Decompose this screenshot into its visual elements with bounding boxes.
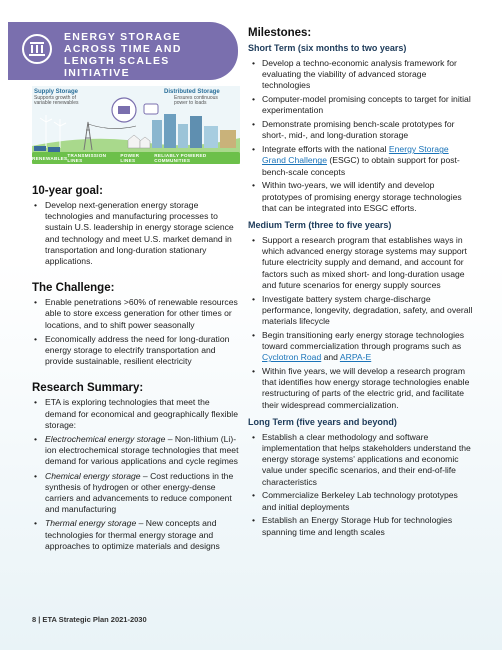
list-item: • Develop next-generation energy storage technologies and manufacturing processes to sustain U.S. leadership in energy storage science and technology and meet U.S. market demand in transportation and long-duration stationary applications. [32, 200, 240, 267]
medium-term-list [248, 235, 474, 411]
illus-distributed-sub1: Ensures continuous [174, 95, 218, 101]
list-item: • ETA is exploring technologies that meet the demand for economical and geographically flexible storage: [32, 397, 240, 431]
arpa-e-link[interactable]: ARPA-E [339, 352, 372, 363]
list-item: • Economically address the need for long-duration energy storage to electrify transportation and provide sustainable, resilient electricity [32, 334, 240, 368]
strip-renewables: RENEWABLES [32, 155, 68, 161]
research-text: – New concepts and technologies for thermal energy storage and approaches to optimize materials and designs [45, 518, 220, 551]
milestones-heading: Milestones: [248, 27, 312, 39]
medium-b3-pre: Begin transitioning early energy storage technologies toward commercialization through programs such as [262, 329, 465, 352]
illus-legend-strip [32, 152, 240, 164]
list-item [32, 471, 240, 516]
research-text: – Non-lithium (Li)-ion electrochemical storage technologies that meet demand for various applications and cycle regimes [45, 434, 239, 467]
list-item: • Enable penetrations >60% of renewable resources able to store excess generation for other times or locations, and to shift power seasonally [32, 297, 240, 331]
research-heading: Research Summary: [32, 382, 144, 395]
illus-supply-sub1: Supports growth of [34, 95, 76, 101]
right-column [248, 26, 474, 540]
long-term-heading: Long Term (five years and beyond) [248, 416, 397, 427]
goal-list [32, 200, 240, 267]
research-term: Thermal energy storage [45, 518, 137, 529]
research-term: Chemical energy storage [45, 470, 141, 481]
cyclotron-road-link[interactable]: Cyclotron Road [262, 352, 322, 363]
illus-supply-title: Supply Storage [34, 89, 79, 95]
research-term: Electrochemical energy storage [45, 434, 166, 445]
goal-heading: 10-year goal: [32, 185, 103, 197]
strip-communities: RELIABLY POWERED COMMUNITIES [154, 153, 207, 163]
list-item: • Support a research program that establishes ways in which advanced energy storage systems may support future electricity supply and demand, and account for factors such as mixed short- and long-duration usage and future scenarios for energy supply sources [248, 235, 474, 291]
short-b4-post: (ESGC) to obtain support for post-bench-scale concepts [262, 155, 460, 177]
list-item: • Computer-model promising concepts to target for initial experimentation [248, 94, 474, 116]
list-item: • Demonstrate promising bench-scale prototypes for short-, mid-, and long-duration storage [248, 119, 474, 141]
medium-term-heading: Medium Term (three to five years) [248, 220, 392, 231]
building-icon [22, 34, 52, 64]
list-item: • Commercialize Berkeley Lab technology prototypes and initial deployments [248, 490, 474, 512]
list-item: • Establish an Energy Storage Hub for technologies spanning time and length scales [248, 515, 474, 537]
illus-distributed-title: Distributed Storage [164, 89, 220, 95]
medium-b3-mid: and [321, 352, 340, 363]
research-list [32, 397, 240, 552]
list-item [248, 330, 474, 364]
list-item: • Within five years, we will develop a research program that identifies how energy storage technologies enable restructuring of parts of the electric grid, and facilitate their widespread commercialization. [248, 366, 474, 411]
illus-distributed-sub2: power to loads [174, 100, 207, 106]
short-b4-pre: Integrate efforts with the national [262, 144, 389, 155]
illus-supply-sub2: variable renewables [34, 100, 79, 106]
research-text: – Cost reductions in the synthesis of hydrogen or other energy-dense carriers and advancements to reduce component and manufacturing [45, 470, 234, 515]
long-term-list [248, 432, 474, 538]
banner-title: ENERGY STORAGE ACROSS TIME AND LENGTH SCALES INITIATIVE [64, 31, 182, 79]
strip-power-lines: POWER LINES [120, 153, 140, 163]
list-item [248, 144, 474, 178]
list-item: • Establish a clear methodology and software implementation that helps stakeholders understand the energy storage systems' applications and economic value under specific scenarios, and their end-of-life characteristics [248, 432, 474, 488]
list-item [32, 518, 240, 552]
list-item: • Develop a techno-economic analysis framework for evaluating the viability of advanced storage technologies [248, 58, 474, 92]
list-item [32, 434, 240, 468]
strip-transmission: TRANSMISSION LINES [67, 153, 107, 163]
page-footer: 8 | ETA Strategic Plan 2021-2030 [32, 615, 147, 624]
energy-storage-grand-challenge-link[interactable]: Energy Storage Grand Challenge [262, 144, 449, 166]
list-item: • Investigate battery system charge-discharge performance, longevity, degradation, safety, and overall materials lifecycle [248, 294, 474, 328]
left-column [32, 184, 240, 555]
challenge-heading: The Challenge: [32, 282, 115, 295]
short-term-heading: Short Term (six months to two years) [248, 43, 407, 53]
challenge-list [32, 297, 240, 367]
initiative-banner [8, 22, 238, 80]
list-item: • Within two-years, we will identify and develop prototypes of promising energy storage technologies that can be integrated into ESGC efforts. [248, 180, 474, 214]
short-term-list [248, 58, 474, 214]
